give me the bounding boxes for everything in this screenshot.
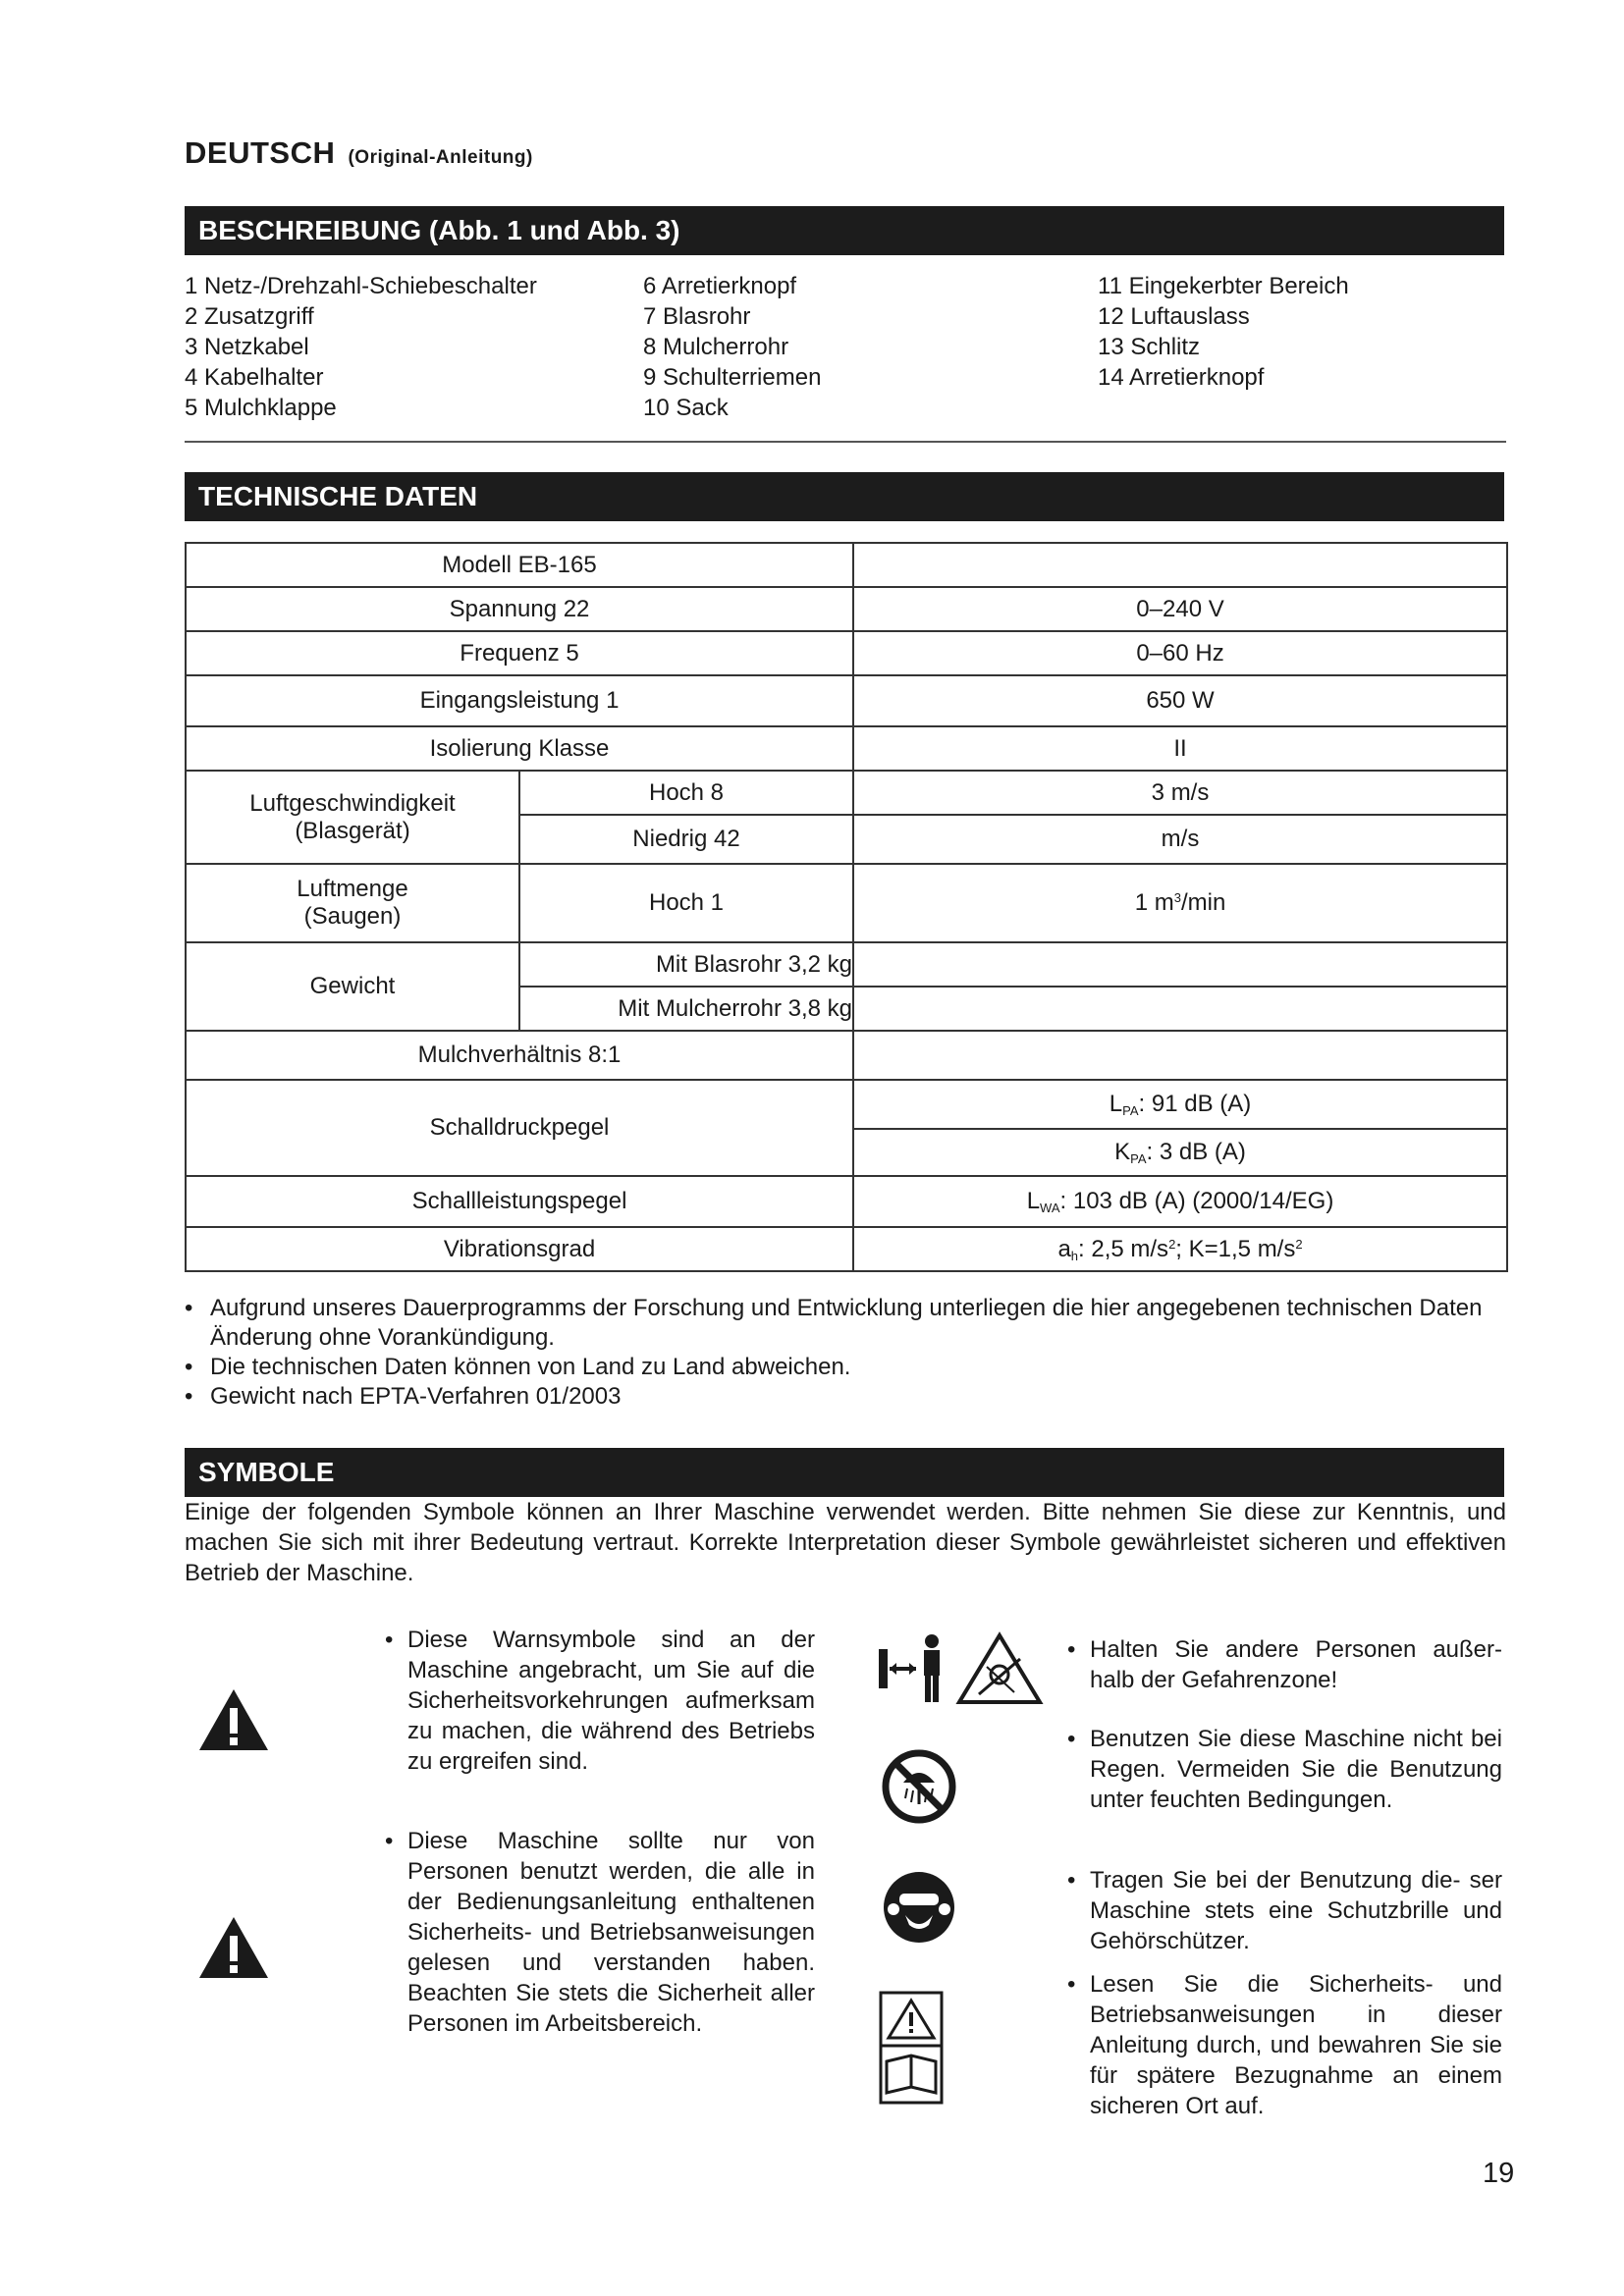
kpa-subscript: PA (1130, 1151, 1147, 1166)
air-volume-high-label: Hoch 1 (519, 864, 853, 942)
table-row (186, 771, 1507, 815)
lpa-symbol: L (1109, 1091, 1123, 1117)
table-row (186, 1176, 1507, 1227)
vibration-uncertainty: ; K=1,5 m/s (1175, 1235, 1296, 1262)
sound-pressure-label: Schalldruckpegel (186, 1080, 853, 1176)
table-row (186, 942, 1507, 987)
air-volume-number: 1 m (1134, 889, 1174, 916)
sound-power-label: Schallleistungspegel (186, 1176, 853, 1227)
section-divider (185, 441, 1506, 443)
weight-mulch-value (853, 987, 1507, 1031)
wear-protection-icon (882, 1870, 956, 1945)
description-item: 10 Sack (643, 395, 729, 421)
right-symbol-description: Halten Sie andere Personen außer- halb der Gefahrenzone! (1090, 1636, 1502, 1693)
weight-blow-tube: Mit Blasrohr 3,2 kg (519, 942, 853, 987)
bullet: • (1067, 1867, 1076, 1894)
voltage-label: Spannung 22 (186, 587, 853, 631)
left-symbol-description: Diese Warnsymbole sind an der Maschine angebracht, um Sie auf die Sicherheitsvorkehrungen aufmerksam zu machen, die während des Betriebs zu ergreifen sind. (407, 1627, 815, 1775)
keep-distance-icon (877, 1629, 1044, 1706)
description-item: 14 Arretierknopf (1098, 364, 1265, 391)
lwa-number: : 103 dB (A) (2000/14/EG) (1059, 1188, 1334, 1214)
spec-note: • Aufgrund unseres Dauerprogramms der Forschung und Entwicklung unterliegen die hier angegebenen technischen Daten Änderung ohne Vorankündigung. (185, 1294, 1520, 1353)
specs-title: TECHNISCHE DATEN (185, 472, 1504, 521)
weight-mulch-tube: Mit Mulcherrohr 3,8 kg (519, 987, 853, 1031)
description-item: 8 Mulcherrohr (643, 334, 789, 360)
vibration-number: : 2,5 m/s (1078, 1235, 1169, 1262)
lwa-symbol: L (1026, 1188, 1041, 1214)
air-speed-label-line: (Blasgerät) (295, 817, 410, 844)
insulation-label: Isolierung Klasse (186, 726, 853, 771)
lwa-value (853, 1176, 1507, 1227)
description-item: 5 Mulchklappe (185, 395, 337, 421)
air-speed-label (186, 771, 519, 864)
description-item: 6 Arretierknopf (643, 273, 797, 299)
table-row (186, 675, 1507, 726)
language-label: DEUTSCH (185, 135, 336, 170)
vibration-label: Vibrationsgrad (186, 1227, 853, 1271)
bullet: • (385, 1627, 394, 1653)
language-heading (185, 135, 533, 171)
lpa-subscript: PA (1122, 1103, 1139, 1118)
air-volume-label (186, 864, 519, 942)
air-speed-low-value: m/s (853, 815, 1507, 864)
no-rain-icon (882, 1749, 956, 1824)
voltage-value: 0–240 V (853, 587, 1507, 631)
air-volume-value (853, 864, 1507, 942)
symbols-title: SYMBOLE (185, 1448, 1504, 1497)
frequency-value: 0–60 Hz (853, 631, 1507, 675)
vibration-superscript: 2 (1295, 1236, 1303, 1252)
spec-notes (185, 1294, 1520, 1412)
right-symbol-description: Benutzen Sie diese Maschine nicht bei Regen. Vermeiden Sie die Benutzung unter feuchten Bedingungen. (1090, 1726, 1502, 1813)
right-symbol-text-1 (1067, 1634, 1502, 1695)
right-symbol-text-4 (1067, 1969, 1502, 2121)
frequency-label: Frequenz 5 (186, 631, 853, 675)
specs-table (185, 542, 1508, 1272)
description-item: 9 Schulterriemen (643, 364, 822, 391)
spec-note: • Gewicht nach EPTA-Verfahren 01/2003 (185, 1382, 1520, 1412)
right-symbol-text-2 (1067, 1724, 1502, 1815)
weight-label: Gewicht (186, 942, 519, 1031)
read-manual-icon (879, 1991, 944, 2105)
kpa-number: : 3 dB (A) (1146, 1139, 1246, 1165)
air-speed-high-value: 3 m/s (853, 771, 1507, 815)
description-item: 7 Blasrohr (643, 303, 751, 330)
input-power-label: Eingangsleistung 1 (186, 675, 853, 726)
air-volume-label-line: Luftmenge (297, 876, 408, 902)
description-item: 1 Netz-/Drehzahl-Schiebeschalter (185, 273, 537, 299)
table-row (186, 1080, 1507, 1129)
right-symbol-description: Tragen Sie bei der Benutzung die- ser Maschine stets eine Schutzbrille und Gehörschützer. (1090, 1867, 1502, 1954)
description-column-3 (1098, 271, 1349, 393)
vibration-superscript: 2 (1168, 1236, 1176, 1252)
left-symbol-text-2 (385, 1826, 815, 2039)
description-item: 12 Luftauslass (1098, 303, 1250, 330)
model-cell: Modell EB-165 (186, 543, 853, 587)
description-title: BESCHREIBUNG (Abb. 1 und Abb. 3) (185, 206, 1504, 255)
bullet: • (1067, 1971, 1076, 1998)
mulch-ratio-label: Mulchverhältnis 8:1 (186, 1031, 853, 1080)
model-value-cell (853, 543, 1507, 587)
spec-note: • Die technischen Daten können von Land zu Land abweichen. (185, 1353, 1520, 1382)
lpa-number: : 91 dB (A) (1138, 1091, 1252, 1117)
warning-triangle-icon (196, 1914, 271, 1981)
warning-triangle-icon (196, 1686, 271, 1753)
weight-blow-value (853, 942, 1507, 987)
mulch-ratio-value (853, 1031, 1507, 1080)
table-row (186, 631, 1507, 675)
vibration-value (853, 1227, 1507, 1271)
table-row (186, 587, 1507, 631)
insulation-value: II (853, 726, 1507, 771)
kpa-symbol: K (1114, 1139, 1131, 1165)
page-number: 19 (1483, 2158, 1515, 2189)
bullet: • (1067, 1726, 1076, 1752)
air-speed-low-label: Niedrig 42 (519, 815, 853, 864)
description-item: 3 Netzkabel (185, 334, 309, 360)
table-row (186, 1031, 1507, 1080)
vibration-subscript: h (1070, 1248, 1079, 1263)
description-column-2 (643, 271, 821, 423)
lwa-subscript: WA (1040, 1201, 1060, 1215)
bullet: • (385, 1828, 394, 1854)
language-subtitle: (Original-Anleitung) (348, 147, 533, 168)
description-item: 2 Zusatzgriff (185, 303, 314, 330)
air-speed-high-label: Hoch 8 (519, 771, 853, 815)
input-power-value: 650 W (853, 675, 1507, 726)
left-symbol-text-1 (385, 1625, 815, 1777)
air-volume-unit: /min (1180, 889, 1226, 916)
table-row (186, 543, 1507, 587)
left-symbol-description: Diese Maschine sollte nur von Personen benutzt werden, die alle in der Bedienungsanleitung enthaltenen Sicherheits- und Betriebsanweisungen gelesen und verstanden haben. Beachten Sie stets die Sicherheit aller Personen im Arbeitsbereich. (407, 1828, 815, 2037)
air-speed-label-line: Luftgeschwindigkeit (249, 789, 456, 817)
kpa-value (853, 1129, 1507, 1176)
right-symbol-text-3 (1067, 1865, 1502, 1956)
description-item: 13 Schlitz (1098, 334, 1201, 360)
description-item: 11 Eingekerbter Bereich (1098, 273, 1349, 299)
table-row (186, 1227, 1507, 1271)
symbols-intro: Einige der folgenden Symbole können an Ihrer Maschine verwendet werden. Bitte nehmen Sie diese zur Kenntnis, und machen Sie sich mit ihrer Bedeutung vertraut. Korrekte Interpretation dieser Symbole gewährleistet sicheren und effektiven Betrieb der Maschine. (185, 1499, 1506, 1586)
table-row (186, 726, 1507, 771)
vibration-symbol: a (1057, 1235, 1071, 1262)
air-volume-label-line: (Saugen) (303, 903, 402, 930)
right-symbol-description: Lesen Sie die Sicherheits- und Betriebsanweisungen in dieser Anleitung durch, und bewahren Sie sie für spätere Bezugnahme an einem sicheren Ort auf. (1090, 1971, 1502, 2119)
description-column-1 (185, 271, 537, 423)
description-item: 4 Kabelhalter (185, 364, 324, 391)
table-row (186, 864, 1507, 942)
lpa-value (853, 1080, 1507, 1129)
bullet: • (1067, 1636, 1076, 1663)
air-volume-superscript: 3 (1173, 890, 1181, 905)
